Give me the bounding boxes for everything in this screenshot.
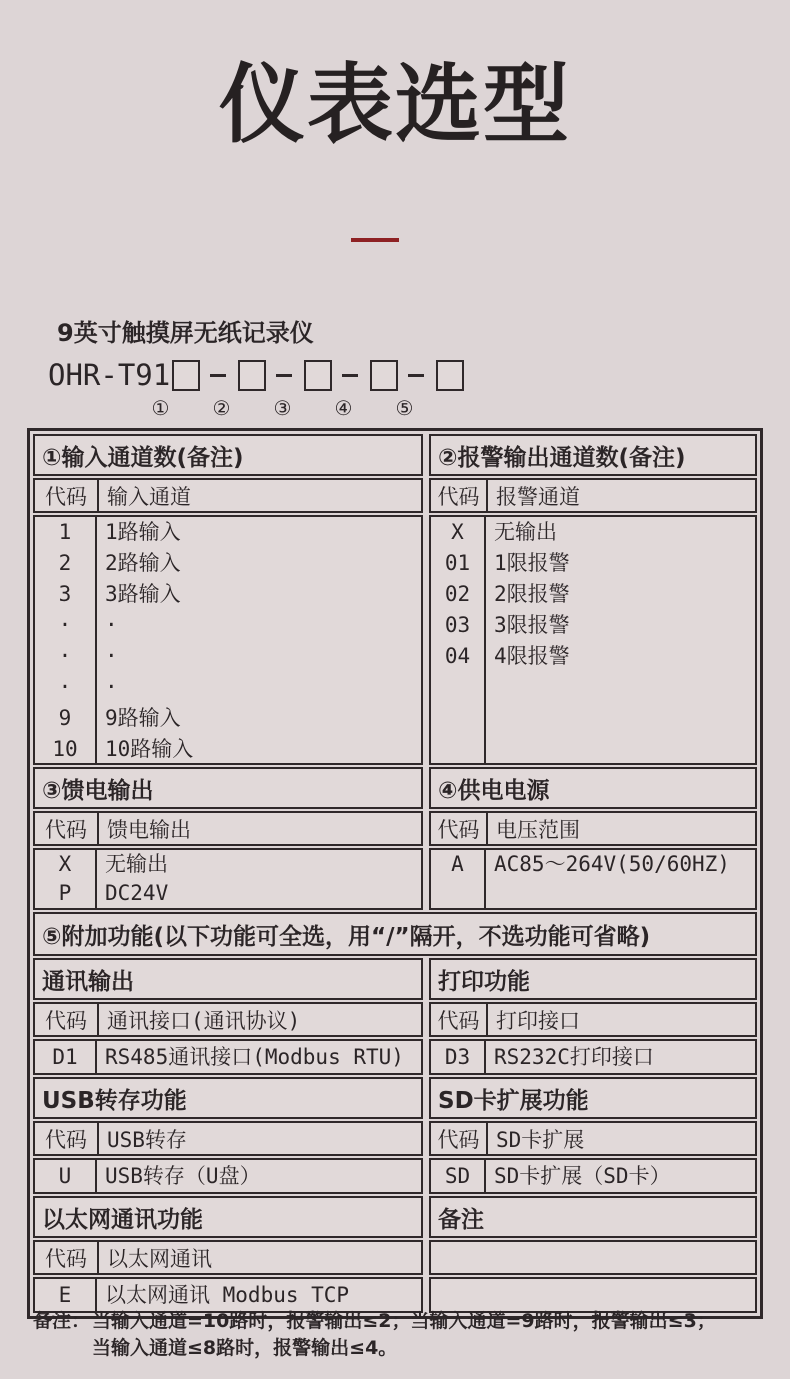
option-desc: RS232C打印接口 [494,1045,654,1069]
option-code: SD [444,1164,471,1188]
column-header-row [33,1002,423,1037]
option-desc: USB转存（U盘） [105,1164,261,1188]
position-number-3: ③ [273,396,292,420]
section-3-left-column [33,958,423,1075]
code-column-label: 代码 [431,1123,488,1154]
position-number-5: ⑤ [395,396,414,420]
desc-column-label: 打印接口 [496,1008,580,1033]
column-header-row [33,478,423,513]
desc-column-label: 通讯接口(通讯协议) [107,1008,301,1033]
section-4-left-column [33,1077,423,1194]
model-option-box-4 [370,360,398,391]
model-option-box-1 [172,360,200,391]
option-desc: · [105,644,118,668]
code-column-label: 代码 [431,813,488,844]
option-code: U [58,1164,72,1188]
section-header: 以太网通讯功能 [33,1196,423,1238]
code-column-label: 代码 [35,480,99,511]
option-code: X [58,852,72,876]
option-code: 02 [444,582,471,606]
model-position-numbers [130,396,435,420]
code-column-label: 代码 [35,813,99,844]
desc-column-label: 电压范围 [496,817,580,842]
section-1-left-column [33,767,423,910]
section-header: 通讯输出 [33,958,423,1000]
section-5-right-column [429,1196,757,1313]
dash-separator [210,374,226,377]
footnote [33,1308,716,1362]
option-code: 3 [58,582,72,606]
option-desc: 2路输入 [105,551,181,575]
table-section-row [33,767,757,910]
option-desc: AC85～264V(50/60HZ) [494,852,730,876]
code-column-label: 代码 [35,1123,99,1154]
option-desc: 10路输入 [105,737,194,761]
model-option-box-2 [238,360,266,391]
table-section-row [33,434,757,765]
section-header: SD卡扩展功能 [429,1077,757,1119]
column-header-row [33,1240,423,1275]
option-code: A [451,852,464,876]
code-column [35,517,97,763]
option-body-row [429,1039,757,1075]
table-section-row [33,1077,757,1194]
table-section-row [33,958,757,1075]
desc-column-label: 馈电输出 [107,817,191,842]
option-code: X [451,520,464,544]
option-desc: 1路输入 [105,520,181,544]
option-desc: · [105,675,118,699]
option-code: 9 [58,706,72,730]
section-header: ④供电电源 [429,767,757,809]
column-header-row [429,1240,757,1275]
section-header: ②报警输出通道数(备注) [429,434,757,476]
red-divider-line [351,238,399,242]
option-code: · [58,644,72,668]
option-code: 10 [52,737,78,761]
section-1-right-column [429,767,757,910]
code-column [431,1041,486,1073]
section-3-right-column [429,958,757,1075]
option-body-row [33,515,423,765]
option-code: P [58,881,72,905]
desc-column [97,1279,421,1311]
option-code: · [58,675,72,699]
table-section-row [33,1196,757,1313]
option-desc: · [105,613,118,637]
option-code: E [58,1283,72,1307]
code-column-label: 代码 [35,1004,99,1035]
option-code: · [58,613,72,637]
column-header-row [429,811,757,846]
option-body-row [33,848,423,910]
section-4-right-column [429,1077,757,1194]
option-desc: 2限报警 [494,582,570,606]
desc-column [486,1041,755,1073]
option-body-row [33,1158,423,1194]
desc-column-label: USB转存 [107,1127,187,1152]
section-header: 备注 [429,1196,757,1238]
desc-column-label: 报警通道 [496,484,580,509]
option-desc: 1限报警 [494,551,570,575]
option-desc: 3路输入 [105,582,181,606]
option-code: 1 [58,520,72,544]
section-header: 打印功能 [429,958,757,1000]
code-column [35,1160,97,1192]
section-0-left-column [33,434,423,765]
model-code-row [48,358,464,392]
desc-column [486,517,755,763]
desc-column-label: 以太网通讯 [107,1246,212,1271]
column-header-row [429,478,757,513]
option-code: 03 [444,613,471,637]
model-prefix: OHR-T91 [48,358,171,392]
code-column-label: 代码 [431,1004,488,1035]
dash-separator [276,374,292,377]
section-header: ①输入通道数(备注) [33,434,423,476]
table-full-width-header: ⑤附加功能(以下功能可全选，用“/”隔开，不选功能可省略) [33,912,757,956]
desc-column [486,1160,755,1192]
position-number-2: ② [212,396,231,420]
desc-column [97,1041,421,1073]
model-option-box-5 [436,360,464,391]
dash-separator [408,374,424,377]
option-code: D3 [444,1045,471,1069]
section-0-right-column [429,434,757,765]
option-code: 2 [58,551,72,575]
position-number-1: ① [151,396,170,420]
section-5-left-column [33,1196,423,1313]
desc-column [97,1160,421,1192]
column-header-row [33,1121,423,1156]
option-code: 04 [444,644,471,668]
code-column [35,850,97,908]
option-desc: RS485通讯接口(Modbus RTU) [105,1045,404,1069]
option-body-row [33,1039,423,1075]
option-desc: SD卡扩展（SD卡） [494,1164,671,1188]
column-header-row [429,1121,757,1156]
option-code: D1 [52,1045,78,1069]
desc-column-label: 输入通道 [107,484,191,509]
desc-column [486,850,755,908]
option-body-row [429,515,757,765]
code-column [431,517,486,763]
page-title: 仪表选型 [219,55,571,155]
option-body-row [429,848,757,910]
column-header-row [33,811,423,846]
footnote-line: 当输入通道=10路时，报警输出≤2；当输入通道=9路时，报警输出≤3； [92,1310,716,1332]
footnote-label: 备注： [33,1310,91,1332]
section-header: ③馈电输出 [33,767,423,809]
footnote-text [92,1308,716,1362]
product-subtitle: 9英寸触摸屏无纸记录仪 [57,319,314,347]
desc-column-label: SD卡扩展 [496,1127,585,1152]
code-column [431,850,486,908]
dash-separator [342,374,358,377]
desc-column [97,517,421,763]
column-header-row [429,1002,757,1037]
desc-column [97,850,421,908]
option-desc: 以太网通讯 Modbus TCP [105,1283,350,1307]
code-column [35,1041,97,1073]
option-desc: 4限报警 [494,644,570,668]
selection-table [27,428,763,1319]
code-column-label: 代码 [35,1242,99,1273]
option-body-row [429,1158,757,1194]
option-desc: 无输出 [105,852,168,876]
section-header: USB转存功能 [33,1077,423,1119]
position-number-4: ④ [334,396,353,420]
option-desc: DC24V [105,881,169,905]
code-column [431,1160,486,1192]
footnote-line: 当输入通道≤8路时，报警输出≤4。 [92,1337,398,1359]
option-desc: 9路输入 [105,706,181,730]
model-option-box-3 [304,360,332,391]
option-code: 01 [444,551,471,575]
option-desc: 3限报警 [494,613,570,637]
option-desc: 无输出 [494,520,557,544]
code-column-label: 代码 [431,480,488,511]
code-column [35,1279,97,1311]
